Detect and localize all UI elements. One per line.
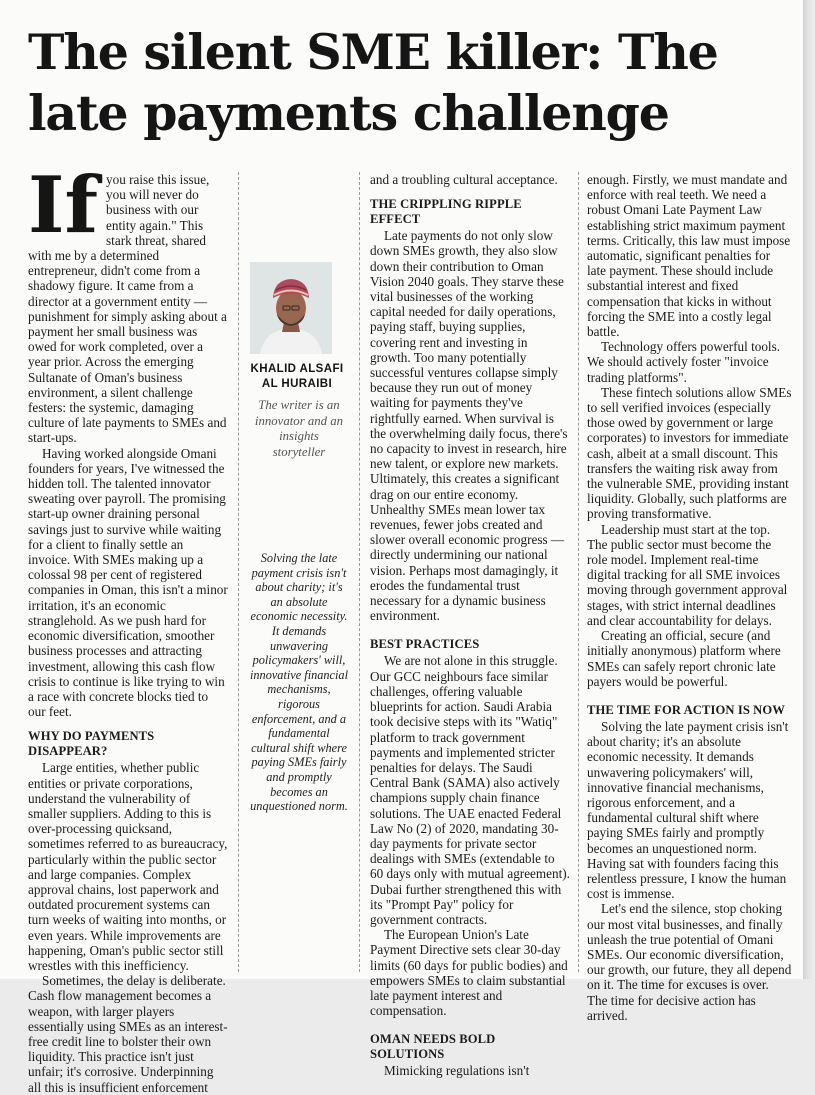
paragraph: Solving the late payment crisis isn't about charity; it's an absolute economic necessity. It demands unwavering policymakers' will, innovative financial mechanisms, rigorous enforcement, and a fundamental cultural shift where paying SMEs fairly and promptly becomes an unquestioned norm. Having sat with founders facing this relentless pressure, I know the human cost is immense. bbox=[587, 718, 789, 902]
article-column-4 bbox=[587, 172, 792, 1023]
author-portrait-icon bbox=[250, 262, 332, 354]
author-photo bbox=[250, 262, 332, 354]
paragraph: We are not alone in this struggle. Our GCC neighbours face similar challenges, offering valuable blueprints for action. Saudi Arabia took decisive steps with its "Watiq" platform to track government payments and implemented stricter penalties for delays. The Saudi Central Bank (SAMA) also actively champions supply chain finance solutions. The UAE enacted Federal Law No (2) of 2020, mandating 30-day payments for private sector dealings with SMEs (extendable to 60 days only with mutual agreement). Dubai further strengthened this with its "Prompt Pay" policy for government contracts. bbox=[370, 653, 570, 927]
paragraph: Mimicking regulations isn't bbox=[384, 1063, 530, 1079]
paragraph: Sometimes, the delay is deliberate. Cash flow management becomes a weapon, with larger players essentially using SMEs as an interest-free credit line to bolster their own liquidity. This practice isn't just unfair; it's corrosive. Underpinning all this is insufficient enforcement bbox=[28, 973, 228, 1095]
column-divider bbox=[578, 172, 579, 972]
column-divider bbox=[238, 172, 239, 972]
article-column-3 bbox=[370, 172, 570, 1079]
pull-quote: Solving the late payment crisis isn't about charity; it's an absolute economic necessity. It demands unwavering policymakers' will, innovative financial mechanisms, rigorous enforcement, and a fundamental cultural shift where paying SMEs fairly and promptly becomes an unquestioned norm. bbox=[249, 551, 348, 814]
paragraph: Late payments do not only slow down SMEs growth, they also slow down their contribution to Oman Vision 2040 goals. They starve these vital businesses of the working capital needed for daily operations, paying staff, buying supplies, covering rent and investing in growth. Too many potentially successful ventures collapse simply because they run out of money waiting for payments they've rightfully earned. When survival is the overwhelming daily focus, there's no capacity to invest in research, hire new talent, or explore new markets. Ultimately, this creates a significant drag on our entire economy. Unhealthy SMEs mean lower tax revenues, fewer jobs created and slower overall economic progress — directly undermining our national vision. Perhaps most damagingly, it erodes the fundamental trust necessary for a dynamic business environment. bbox=[370, 228, 568, 624]
article-column-1 bbox=[28, 160, 228, 1095]
paragraph: Technology offers powerful tools. We should actively foster "invoice trading platforms". bbox=[587, 339, 781, 385]
paragraph: you raise this issue, you will never do business with our entity again." This stark threat, shared with me by a determined entrepreneur, didn't come from a shadowy figure. It came from a director at a government entity — punishment for simply asking about a payment her small business was owed for work completed, over a year prior. Across the emerging Sultanate of Oman's business environment, a silent challenge festers: the systemic, damaging culture of late payments to SMEs and start-ups. bbox=[28, 172, 227, 446]
section-heading: THE CRIPPLING RIPPLE EFFECT bbox=[370, 197, 522, 227]
paragraph: enough. Firstly, we must mandate and enforce with real teeth. We need a robust Omani Late Payment Law establishing strict maximum payment terms. Critically, this law must impose automatic, significant penalties for late payment. These should include substantial interest and fixed compensation that kicks in without forcing the SME into a costly legal battle. bbox=[587, 172, 791, 340]
section-heading: WHY DO PAYMENTS DISAPPEAR? bbox=[28, 729, 155, 759]
paragraph: Let's end the silence, stop choking our most vital businesses, and finally unleash the true potential of Omani SMEs. Our economic diversification, our growth, our future, they all depend on it. The time for excuses is over. The time for decisive action has arrived. bbox=[587, 901, 792, 1023]
author-name: KHALID ALSAFI AL HURAIBI bbox=[250, 363, 344, 390]
paragraph: Creating an official, secure (and initially anonymous) platform where SMEs can safely report chronic late payers would be powerful. bbox=[587, 628, 781, 689]
paragraph: Leadership must start at the top. The public sector must become the role model. Implement real-time digital tracking for all SME invoices moving through government approval stages, with strict internal deadlines and clear accountability for delays. bbox=[587, 521, 788, 628]
column-divider bbox=[359, 172, 360, 972]
headline: The silent SME killer: The late payments challenge bbox=[28, 23, 718, 142]
author-bio: The writer is an innovator and an insights storyteller bbox=[254, 398, 344, 459]
paragraph: Having worked alongside Omani founders for years, I've witnessed the hidden toll. The talented innovator sweating over payroll. The promising start-up owner draining personal savings just to survive while waiting for a client to finally settle an invoice. With SMEs making up a colossal 98 per cent of registered companies in Oman, this isn't a minor irritation, it's an economic stranglehold. As we push hard for economic diversification, smoother business processes and attracting investment, allowing this cash flow crisis to continue is like trying to win a race with concrete blocks tied to our feet. bbox=[28, 445, 228, 720]
section-heading: THE TIME FOR ACTION IS NOW bbox=[587, 702, 785, 717]
paragraph: The European Union's Late Payment Directive sets clear 30-day limits (60 days for public bodies) and empowers SMEs to claim substantial late payment interest and compensation. bbox=[370, 927, 568, 1019]
page-edge bbox=[804, 0, 815, 979]
paragraph: These fintech solutions allow SMEs to sell verified invoices (especially those owed by government or large corporates) to investors for immediate cash, albeit at a small discount. This transfers the waiting risk away from the vulnerable SME, providing instant liquidity. Globally, such platforms are proving transformative. bbox=[587, 384, 792, 522]
drop-cap: If bbox=[28, 160, 99, 251]
section-heading: OMAN NEEDS BOLD SOLUTIONS bbox=[370, 1032, 496, 1062]
section-heading: BEST PRACTICES bbox=[370, 637, 480, 652]
paragraph: and a troubling cultural acceptance. bbox=[370, 172, 558, 187]
paragraph: Large entities, whether public entities or private corporations, understand the vulnerability of smaller suppliers. Adding to this is over-processing quicksand, sometimes referred to as bureaucracy, particularly within the public sector and large companies. Complex approval chains, lost paperwork and outdated procurement systems can turn weeks of waiting into months, or even years. While improvements are happening, Oman's public sector still wrestles with this inefficiency. bbox=[28, 760, 228, 973]
